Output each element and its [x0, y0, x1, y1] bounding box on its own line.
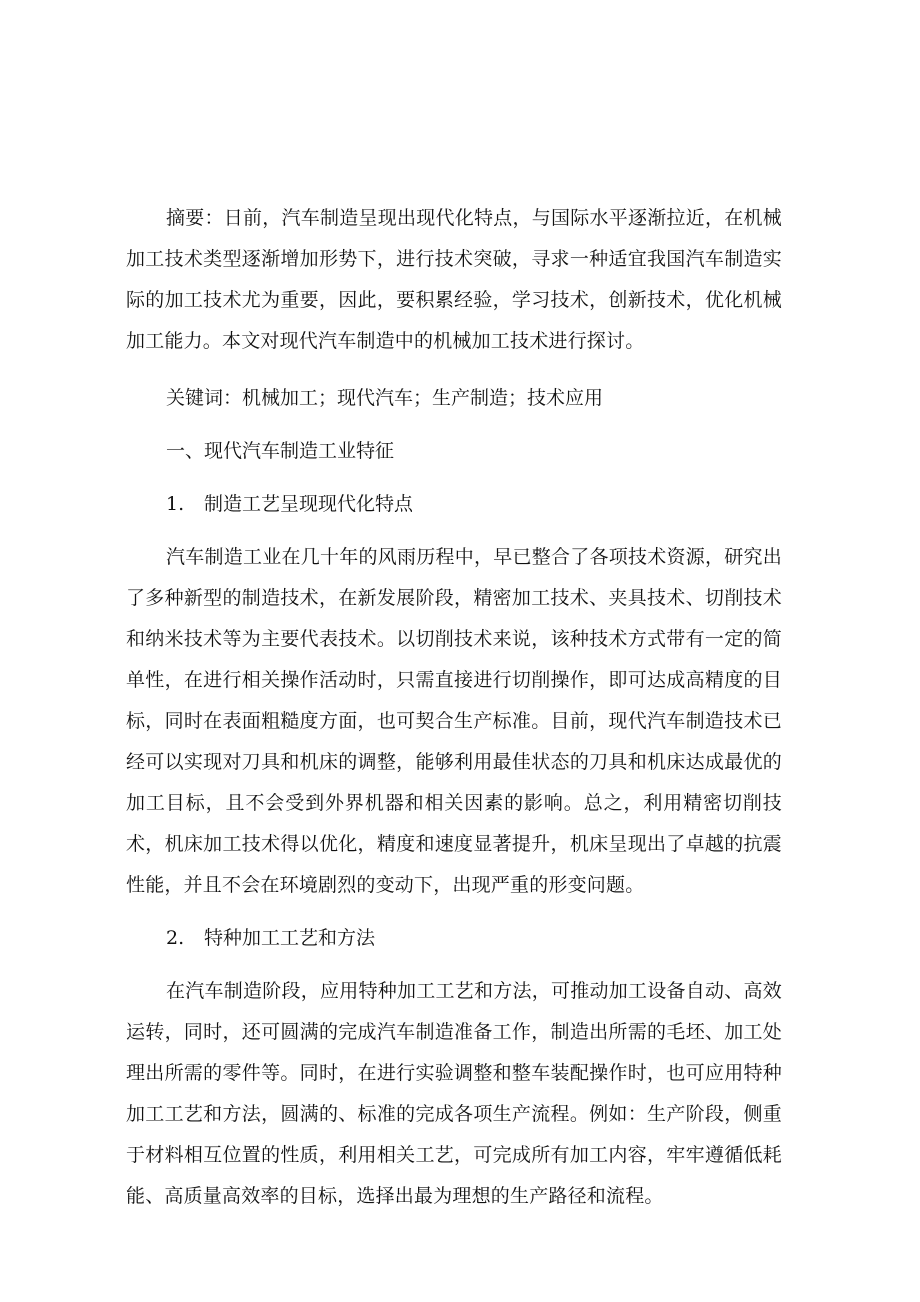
section-1-title: 一、现代汽车制造工业特征 — [166, 440, 395, 462]
subsection-1-body: 汽车制造工业在几十年的风雨历程中，早已整合了各项技术资源，研究出了多种新型的制造技术，在新发展阶段，精密加工技术、夹具技术、切削技术和纳米技术等为主要代表技术。以切削技术来说，该种技术方式带有一定的简单性，在进行相关操作活动时，只需直接进行切削操作，即可达成高精度的目标，同时在表面粗糙度方面，也可契合生产标准。目前，现代汽车制造技术已经可以实现对刀具和机床的调整，能够利用最佳状态的刀具和机床达成最优的加工目标，且不会受到外界机器和相关因素的影响。总之，利用精密切削技术，机床加工技术得以优化，精度和速度显著提升，机床呈现出了卓越的抗震性能，并且不会在环境剧烈的变动下，出现严重的形变问题。 — [126, 546, 782, 896]
subsection-2-number: 2. — [166, 927, 185, 949]
keywords-line: 关键词：机械加工；现代汽车；生产制造；技术应用 — [166, 387, 604, 409]
spacer — [126, 472, 782, 484]
spacer — [126, 525, 782, 537]
subsection-2-body: 在汽车制造阶段，应用特种加工工艺和方法，可推动加工设备自动、高效运转，同时，还可圆满的完成汽车制造准备工作，制造出所需的毛坯、加工处理出所需的零件等。同时，在进行实验调整和整车装配操作时，也可应用特种加工工艺和方法，圆满的、标准的完成各项生产流程。例如：生产阶段，侧重于材料相互位置的性质，利用相关工艺，可完成所有加工内容，牢牢遵循低耗能、高质量高效率的目标，选择出最为理想的生产路径和流程。 — [126, 980, 782, 1207]
spacer — [126, 959, 782, 971]
subsection-2-title: 特种加工工艺和方法 — [204, 927, 376, 949]
subsection-1-title: 制造工艺呈现现代化特点 — [204, 493, 414, 515]
document-page — [126, 198, 782, 1217]
spacer — [126, 362, 782, 378]
abstract-paragraph: 摘要：日前，汽车制造呈现出现代化特点，与国际水平逐渐拉近，在机械加工技术类型逐渐增加形势下，进行技术突破，寻求一种适宜我国汽车制造实际的加工技术尤为重要，因此，要积累经验，学习技术，创新技术，优化机械加工能力。本文对现代汽车制造中的机械加工技术进行探讨。 — [126, 207, 782, 352]
spacer — [126, 906, 782, 918]
spacer — [126, 419, 782, 431]
subsection-2-heading — [126, 918, 782, 959]
subsection-1-number: 1. — [166, 493, 185, 515]
subsection-1-heading — [126, 484, 782, 525]
